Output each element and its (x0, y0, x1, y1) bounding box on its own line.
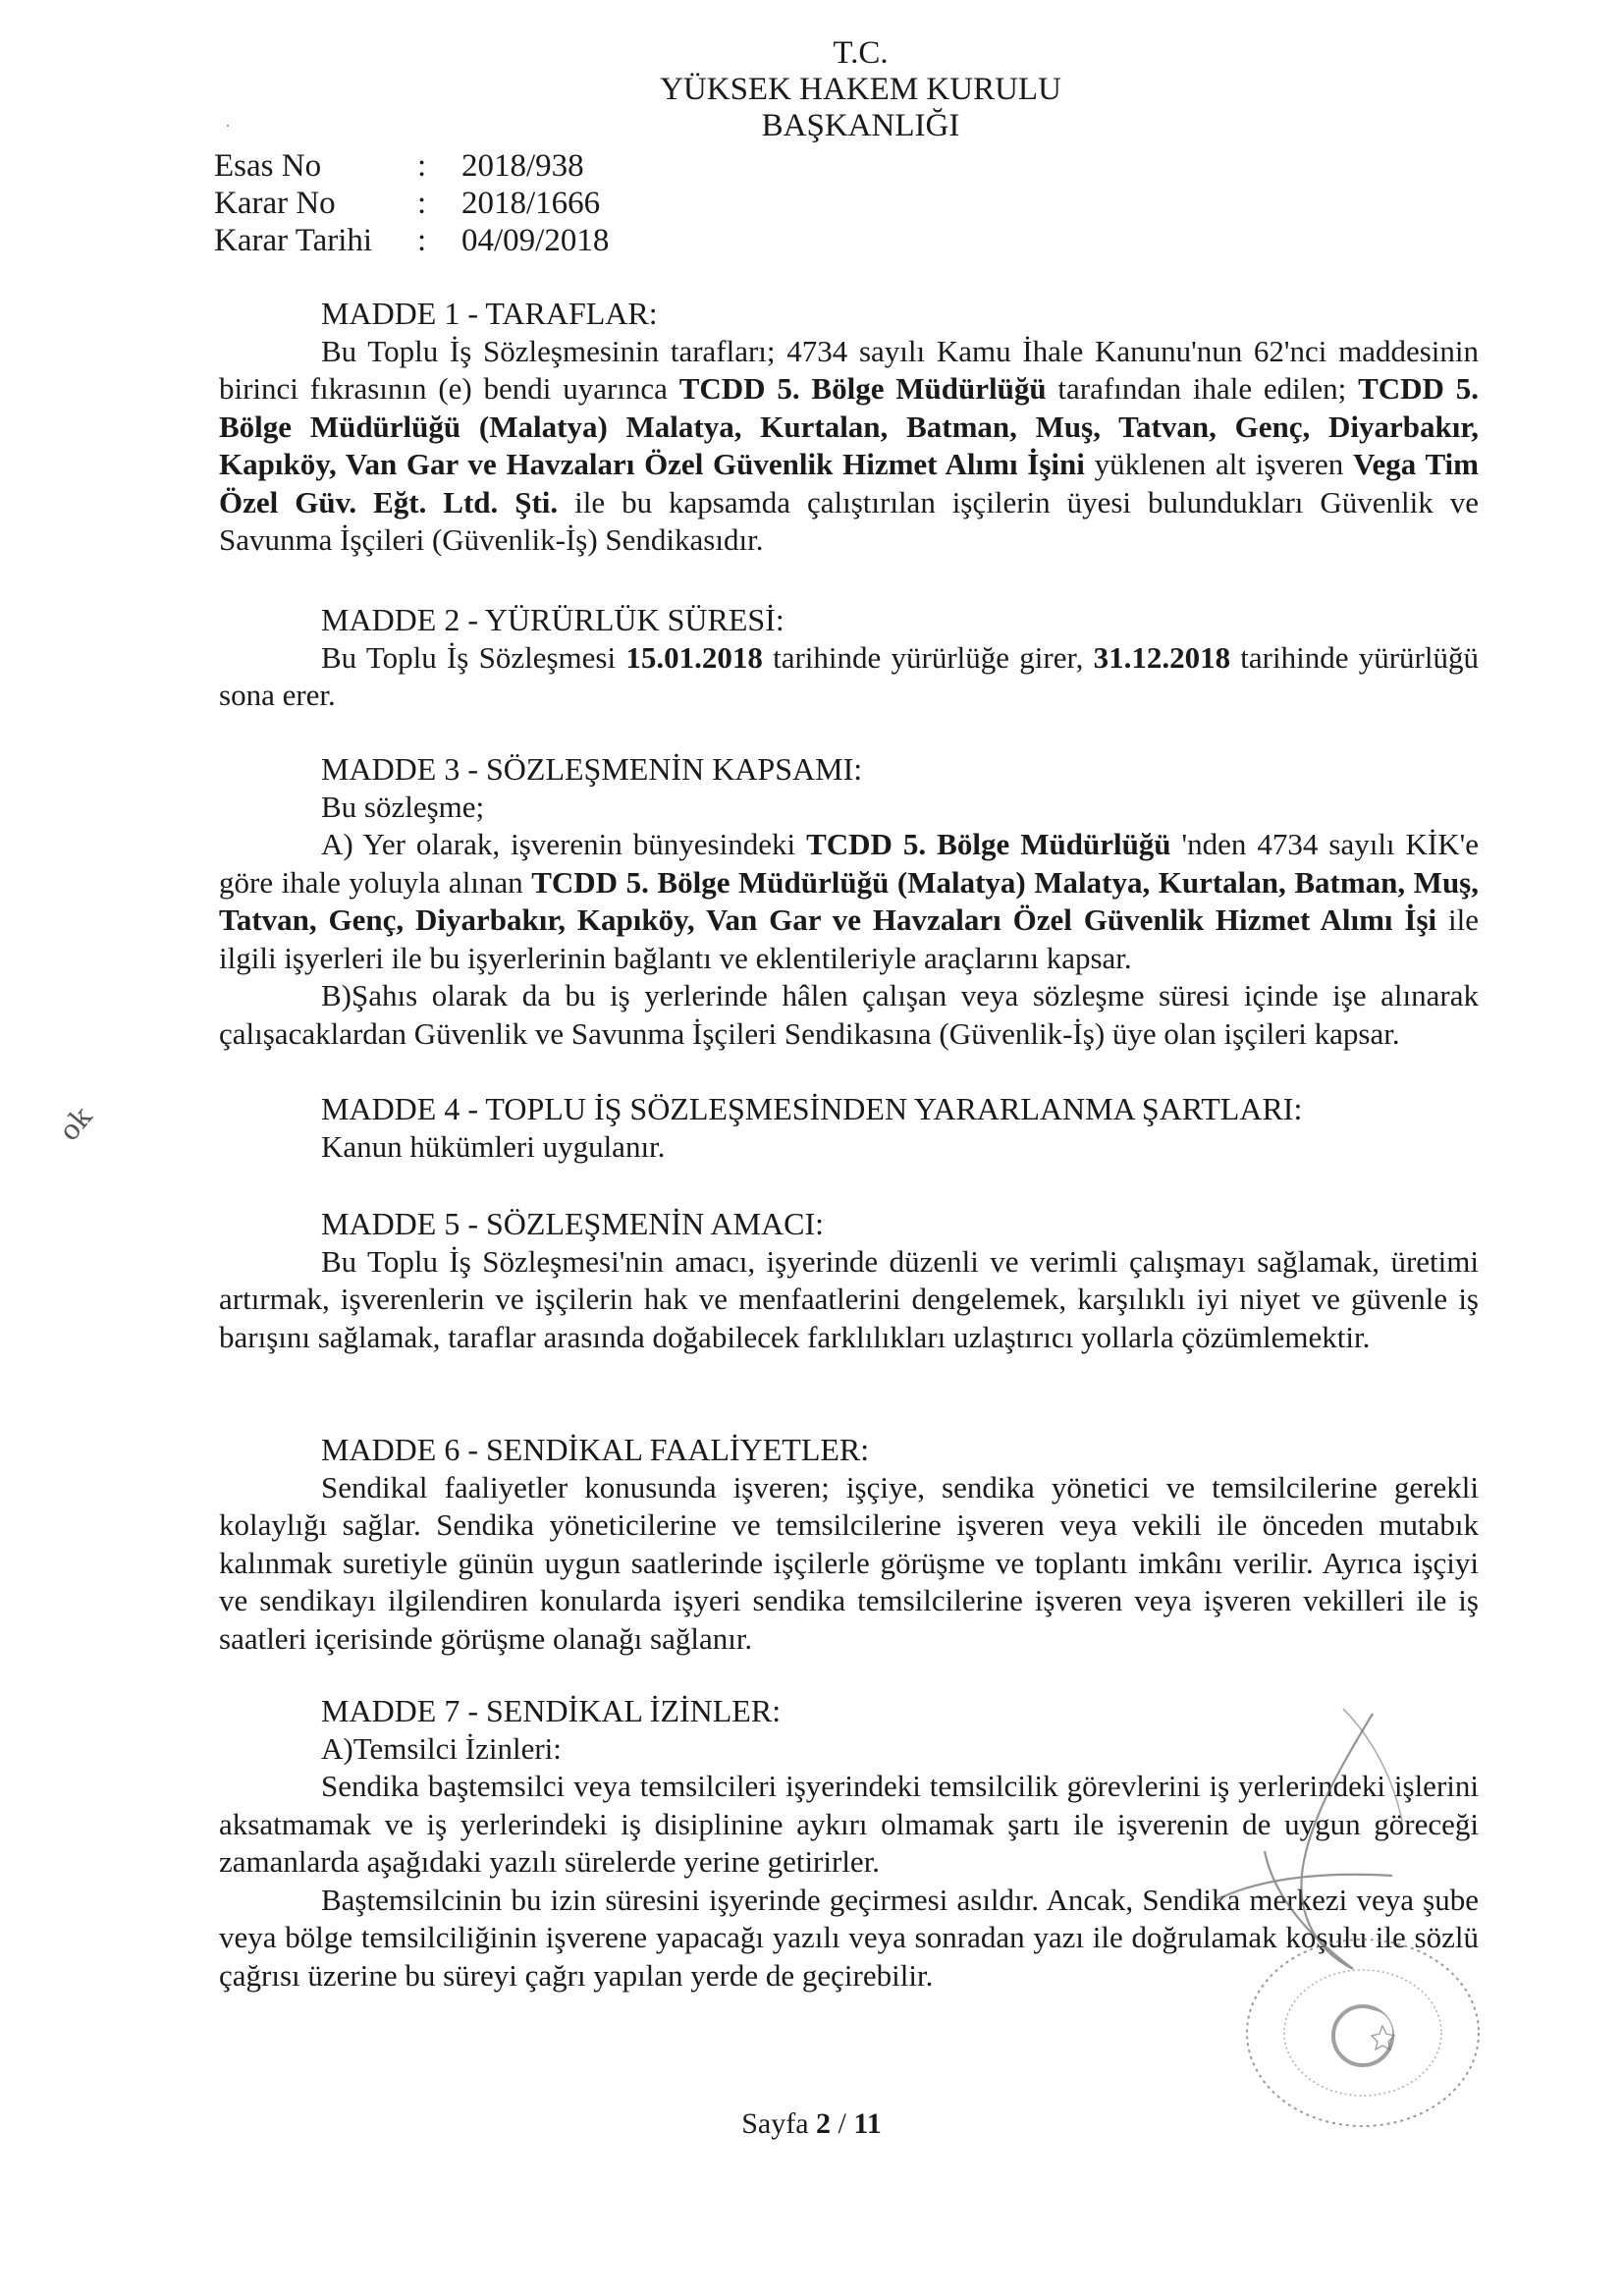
page-footer (0, 2107, 1623, 2141)
meta-row-esas (214, 147, 609, 185)
article-text: Sendikal faaliyetler konusunda işveren; işçiye, sendika yönetici ve temsilcilerine gerekli kolaylığı sağlar. Sendika yöneticilerine ve temsilcilerine işveren veya vekili ile önceden mutabık kalınmak suretiyle günün uygun saatlerinde işçilerle görüşme ve toplantı imkânı verilir. Ayrıca işçiyi ve sendikayı ilgilendiren konularda işyeri sendika temsilcilerine işveren veya işveren vekilleri ile iş saatleri içerisinde görüşme olanağı sağlanır. (219, 1469, 1479, 1656)
scan-dot: · (225, 116, 231, 136)
article-clause-a: A) Yer olarak, işverenin bünyesindeki TCDD 5. Bölge Müdürlüğü 'nden 4734 sayılı KİK'e göre ihale yoluyla alınan TCDD 5. Bölge Müdürlüğü (Malatya) Malatya, Kurtalan, Batman, Muş, Tatvan, Genç, Diyarbakır, Kapıköy, Van Gar ve Havzaları Özel Güvenlik Hizmet Alımı İşi ile ilgili işyerleri ile bu işyerlerinin bağlantı ve eklentileriyle araçlarını kapsar. (219, 827, 1479, 975)
header-line-presidency: BAŞKANLIĞI (761, 108, 960, 143)
article-subtitle: A)Temsilci İzinleri: (321, 1730, 562, 1766)
page-current: 2 (816, 2107, 832, 2140)
article-1 (219, 295, 1479, 560)
meta-key: Esas No (214, 148, 322, 184)
meta-key: Karar No (214, 186, 336, 221)
article-text: Sendika baştemsilci veya temsilcileri işyerindeki temsilcilik görevlerini iş yerlerindeki işlerini aksatmamak ve iş yerlerindeki iş disiplinine aykırı olmamak şartı ile işverenin de uygun göreceği zamanlarda aşağıdaki yazılı sürelerde yerine getirirler. (219, 1769, 1479, 1879)
article-text: Bu Toplu İş Sözleşmesi 15.01.2018 tarihinde yürürlüğe girer, 31.12.2018 tarihinde yürürlüğü sona erer. (219, 639, 1479, 712)
official-seal-stamp (1235, 1930, 1490, 2136)
article-title: MADDE 3 - SÖZLEŞMENİN KAPSAMI: (321, 751, 863, 787)
article-6 (219, 1431, 1479, 1658)
meta-colon: : (417, 186, 427, 221)
article-text: Baştemsilcinin bu izin süresini işyerinde geçirmesi asıldır. Ancak, Sendika merkezi veya şube veya bölge temsilciliğinin işverene yapacağı yazılı veya sonradan yazı ile doğrulamak koşulu ile sözlü çağrısı üzerine bu süreyi çağrı yapılan yerde de geçirebilir. (219, 1882, 1479, 1993)
article-text: Bu Toplu İş Sözleşmesi'nin amacı, işyerinde düzenli ve verimli çalışmayı sağlamak, üretimi artırmak, işverenlerin ve işçilerin hak ve menfaatlerini dengelemek, karşılıklı iyi niyet ve güvenle iş barışını sağlamak, taraflar arasında doğabilecek farklılıkları uzlaştırıcı yollarla çözümlemektir. (219, 1243, 1479, 1354)
meta-row-karar (214, 185, 609, 222)
header-line-tc: T.C. (833, 35, 889, 71)
article-title: MADDE 1 - TARAFLAR: (321, 296, 658, 331)
article-text: Kanun hükümleri uygulanır. (321, 1128, 666, 1164)
article-title: MADDE 7 - SENDİKAL İZİNLER: (321, 1693, 782, 1728)
document-header (0, 35, 1623, 144)
page-total: 11 (853, 2107, 882, 2140)
margin-initials: ok (52, 1100, 99, 1148)
article-3 (219, 750, 1479, 1053)
article-4 (219, 1090, 1479, 1166)
article-title: MADDE 6 - SENDİKAL FAALİYETLER: (321, 1432, 870, 1467)
header-line-institution: YÜKSEK HAKEM KURULU (660, 72, 1061, 107)
article-title: MADDE 4 - TOPLU İŞ SÖZLEŞMESİNDEN YARARLANMA ŞARTLARI: (321, 1091, 1303, 1126)
meta-row-tarih (214, 222, 609, 259)
meta-colon: : (417, 148, 427, 184)
meta-value: 2018/1666 (461, 186, 601, 221)
meta-key: Karar Tarihi (214, 223, 373, 258)
article-intro: Bu sözleşme; (321, 789, 485, 824)
article-5 (219, 1205, 1479, 1356)
page-separator: / (831, 2107, 854, 2140)
article-2 (219, 601, 1479, 715)
meta-value: 04/09/2018 (461, 223, 610, 258)
article-clause-b: B)Şahıs olarak da bu iş yerlerinde hâlen çalışan veya sözleşme süresi içinde işe alınarak çalışacaklardan Güvenlik ve Savunma İşçileri Sendikasına (Güvenlik-İş) üye olan işçileri kapsar. (219, 978, 1479, 1051)
meta-colon: : (417, 223, 427, 258)
article-title: MADDE 5 - SÖZLEŞMENİN AMACI: (321, 1206, 824, 1241)
article-text: Bu Toplu İş Sözleşmesinin tarafları; 4734 sayılı Kamu İhale Kanunu'nun 62'nci maddesinin birinci fıkrasının (e) bendi uyarınca TCDD 5. Bölge Müdürlüğü tarafından ihale edilen; TCDD 5. Bölge Müdürlüğü (Malatya) Malatya, Kurtalan, Batman, Muş, Tatvan, Genç, Diyarbakır, Kapıköy, Van Gar ve Havzaları Özel Güvenlik Hizmet Alımı İşini yüklenen alt işveren Vega Tim Özel Güv. Eğt. Ltd. Şti. ile bu kapsamda çalıştırılan işçilerin üyesi bulundukları Güvenlik ve Savunma İşçileri (Güvenlik-İş) Sendikasıdır. (219, 333, 1479, 557)
page-label: Sayfa (741, 2107, 817, 2140)
article-title: MADDE 2 - YÜRÜRLÜK SÜRESİ: (321, 602, 784, 637)
case-metadata (214, 147, 609, 259)
meta-value: 2018/938 (461, 148, 584, 184)
